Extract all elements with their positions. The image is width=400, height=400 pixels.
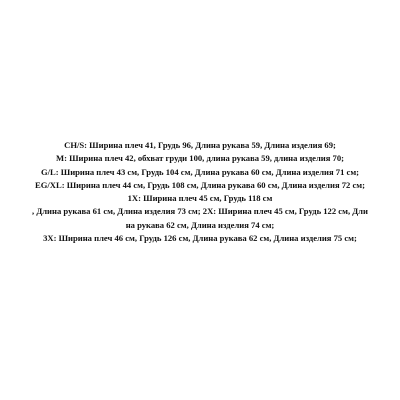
size-line-eg-xl: EG/XL: Ширина плеч 44 см, Грудь 108 см, Длина рукава 60 см, Длина изделия 72 см; xyxy=(34,179,366,190)
size-chart-text xyxy=(0,139,400,245)
size-line-1x-2x: , Длина рукава 61 см, Длина изделия 73 см; 2X: Ширина плеч 45 см, Грудь 122 см, Дли xyxy=(32,206,368,217)
size-line-ch-s: CH/S: Ширина плеч 41, Грудь 96, Длина рукава 59, Длина изделия 69; xyxy=(64,140,336,150)
size-line-2x-cont: на рукава 62 см, Длина изделия 74 см; xyxy=(125,219,275,230)
size-line-1x: 1X: Ширина плеч 45 см, Грудь 118 см xyxy=(127,193,273,204)
size-line-m: M: Ширина плеч 42, обхват груди 100, длина рукава 59, длина изделия 70; xyxy=(55,153,345,164)
size-line-3x: 3X: Ширина плеч 46 см, Грудь 126 см, Длина рукава 62 см, Длина изделия 75 см; xyxy=(43,233,357,244)
size-line-g-l: G/L: Ширина плеч 43 см, Грудь 104 см, Длина рукава 60 см, Длина изделия 71 см; xyxy=(40,166,360,177)
